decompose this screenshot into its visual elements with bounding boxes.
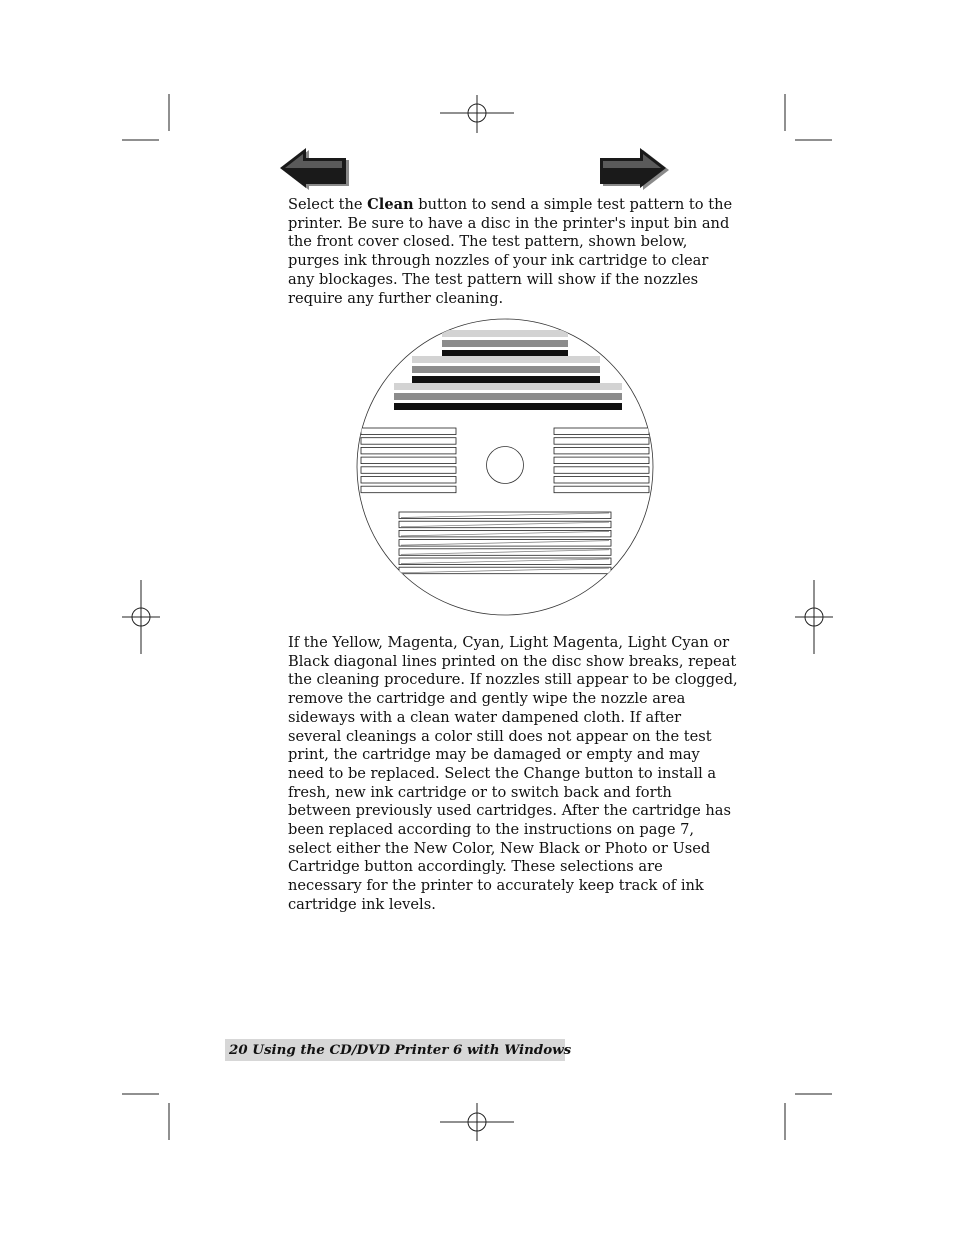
nozzle-bar-right: [554, 457, 649, 464]
nozzle-bar-left: [361, 467, 456, 474]
stripe-dark: [412, 376, 600, 383]
intro-paragraph: [288, 196, 738, 308]
registration-mark-bottom: [440, 1103, 514, 1141]
nozzle-bar-right: [554, 467, 649, 474]
nozzle-bar-left: [361, 477, 456, 484]
stripe-light: [394, 383, 622, 390]
nozzle-bar-right: [554, 447, 649, 454]
body-paragraph: If the Yellow, Magenta, Cyan, Light Magenta, Light Cyan or Black diagonal lines printed on the disc show breaks, repeat the cleaning procedure. If nozzles still appear to be clogged, remove the cartridge and gently wipe the nozzle area sideways with a clean water dampened cloth. If after several cleanings a color still does not appear on the test print, the cartridge may be damaged or empty and may need to be replaced. Select the Change button to install a fresh, new ink cartridge or to switch back and forth between previously used cartridges. After the cartridge has been replaced according to the instructions on page 7, select either the New Color, New Black or Photo or Used Cartridge button accordingly. These selections are necessary for the printer to accurately keep track of ink cartridge ink levels.: [288, 634, 738, 913]
footer-page-label: 20 Using the CD/DVD Printer 6 with Windows: [229, 1042, 572, 1058]
registration-mark-top: [440, 95, 514, 133]
left-arrow-icon[interactable]: [279, 148, 351, 192]
intro-text-after: button to send a simple test pattern to the printer. Be sure to have a disc in the printer's input bin and the front cover closed. The test pattern, shown below, purges ink through nozzles of your ink cartridge to clear any blockages. The test pattern will show if the nozzles require any further cleaning.: [288, 196, 733, 307]
intro-text-before: Select the: [288, 196, 368, 213]
test-pattern-disc-icon: [352, 318, 658, 616]
stripe-light: [412, 356, 600, 363]
stripe-dark: [394, 403, 622, 410]
stripe-dark: [442, 350, 568, 357]
nozzle-bar-right: [554, 428, 649, 435]
registration-mark-right: [795, 580, 833, 654]
stripe-medium: [394, 393, 622, 400]
stripe-medium: [442, 340, 568, 347]
stripe-medium: [412, 366, 600, 373]
registration-mark-left: [122, 580, 160, 654]
nozzle-bar-left: [361, 438, 456, 445]
nozzle-bar-left: [361, 457, 456, 464]
nozzle-bar-right: [554, 477, 649, 484]
nozzle-bar-left: [361, 447, 456, 454]
right-arrow-icon[interactable]: [599, 148, 671, 192]
disc-hub: [487, 447, 524, 484]
nozzle-bar-left: [361, 486, 456, 493]
nozzle-bar-left: [361, 428, 456, 435]
stripe-light: [442, 330, 568, 337]
clean-button-label: Clean: [367, 196, 414, 213]
nozzle-bar-right: [554, 438, 649, 445]
nozzle-bar-right: [554, 486, 649, 493]
